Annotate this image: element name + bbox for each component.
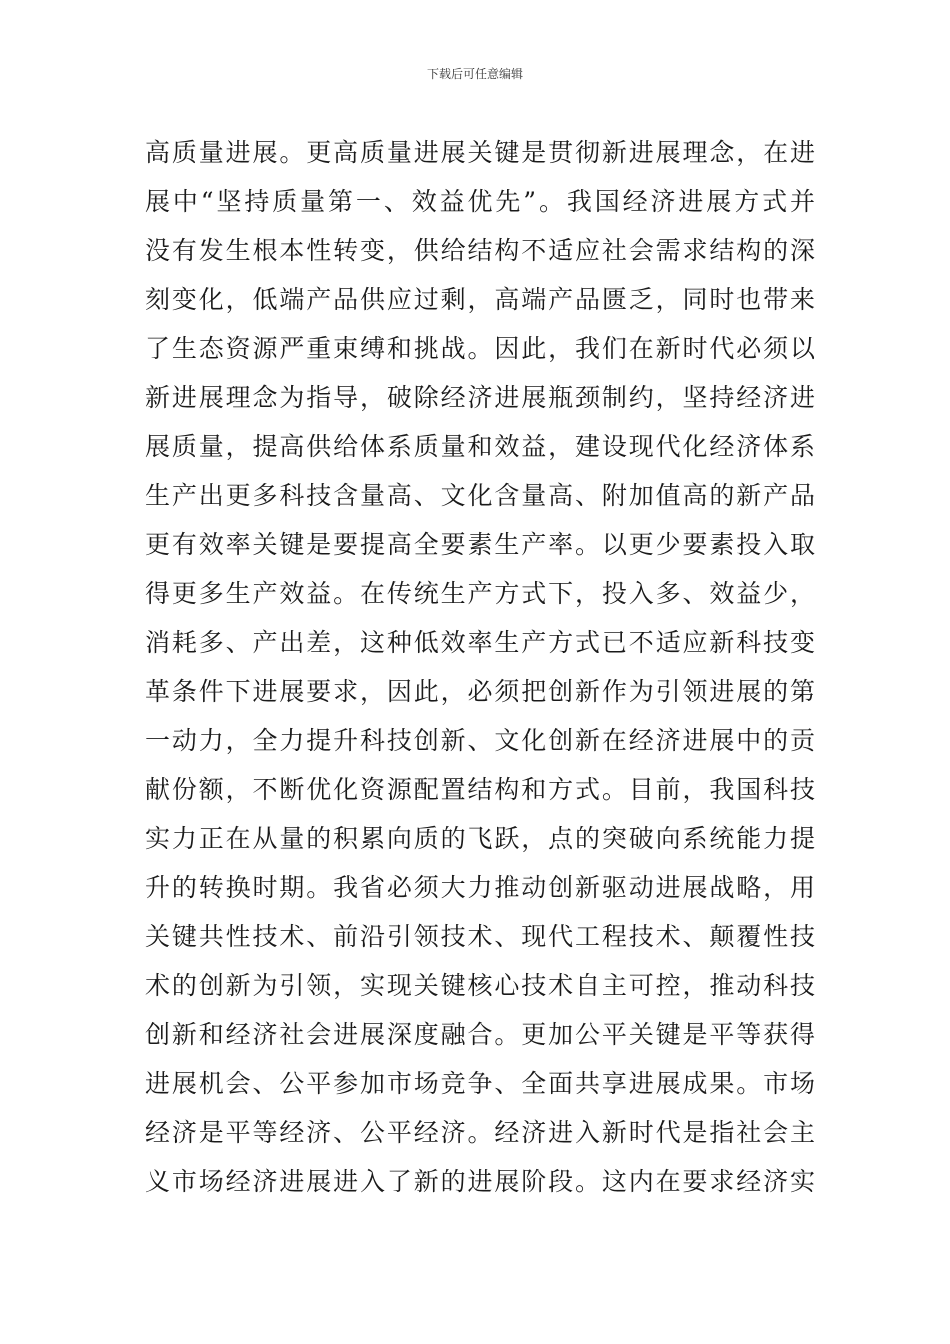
text-line: 生产出更多科技含量高、文化含量高、附加值高的新产品 — [145, 481, 815, 510]
text-line: 新进展理念为指导，破除经济进展瓶颈制约，坚持经济进 — [145, 383, 815, 412]
text-line: 实力正在从量的积累向质的飞跃，点的突破向系统能力提 — [145, 824, 815, 853]
text-line: 革条件下进展要求，因此，必须把创新作为引领进展的第 — [145, 677, 815, 706]
text-line: 进展机会、公平参加市场竞争、全面共享进展成果。市场 — [145, 1069, 815, 1098]
page-header: 下载后可任意编辑 — [426, 67, 523, 81]
text-line: 经济是平等经济、公平经济。经济进入新时代是指社会主 — [145, 1118, 815, 1147]
text-line: 义市场经济进展进入了新的进展阶段。这内在要求经济实 — [145, 1167, 815, 1196]
text-line: 得更多生产效益。在传统生产方式下，投入多、效益少， — [145, 579, 815, 608]
body-text — [145, 128, 815, 1206]
text-line: 关键共性技术、前沿引领技术、现代工程技术、颠覆性技 — [145, 922, 815, 951]
text-line: 展中“坚持质量第一、效益优先”。我国经济进展方式并 — [145, 187, 815, 216]
text-line: 创新和经济社会进展深度融合。更加公平关键是平等获得 — [145, 1020, 815, 1049]
text-line: 刻变化，低端产品供应过剩，高端产品匮乏，同时也带来 — [145, 285, 815, 314]
text-line: 一动力，全力提升科技创新、文化创新在经济进展中的贡 — [145, 726, 815, 755]
text-line: 没有发生根本性转变，供给结构不适应社会需求结构的深 — [145, 236, 815, 265]
text-line: 献份额，不断优化资源配置结构和方式。目前，我国科技 — [145, 775, 815, 804]
text-line: 消耗多、产出差，这种低效率生产方式已不适应新科技变 — [145, 628, 815, 657]
text-line: 术的创新为引领，实现关键核心技术自主可控，推动科技 — [145, 971, 815, 1000]
text-line: 了生态资源严重束缚和挑战。因此，我们在新时代必须以 — [145, 334, 815, 363]
text-line: 更有效率关键是要提高全要素生产率。以更少要素投入取 — [145, 530, 815, 559]
text-line: 展质量，提高供给体系质量和效益，建设现代化经济体系 — [145, 432, 815, 461]
text-line: 高质量进展。更高质量进展关键是贯彻新进展理念，在进 — [145, 138, 815, 167]
text-line: 升的转换时期。我省必须大力推动创新驱动进展战略，用 — [145, 873, 815, 902]
